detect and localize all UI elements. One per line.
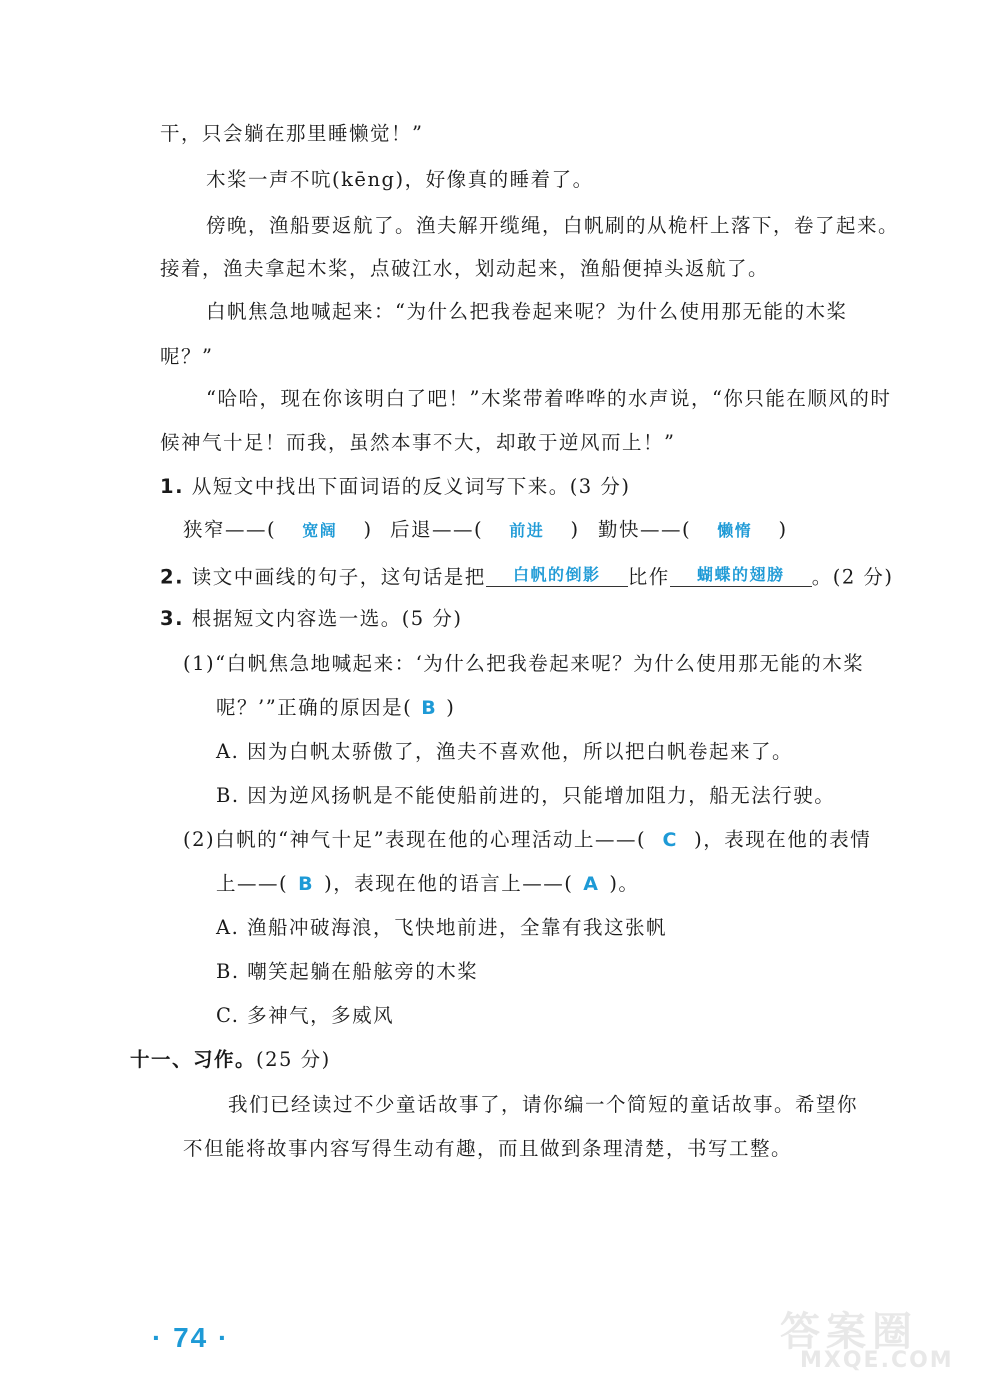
- prompt-line: 不但能将故事内容写得生动有趣，而且做到条理清楚，书写工整。: [183, 1137, 793, 1160]
- paren-close: ): [446, 696, 456, 719]
- story-line: 白帆焦急地喊起来：“为什么把我卷起来呢？为什么使用那无能的木桨: [206, 300, 848, 323]
- story-line: 木桨一声不吭(kēng)，好像真的睡着了。: [206, 168, 594, 191]
- antonym-word: 狭窄——(: [183, 518, 277, 541]
- story-line: 接着，渔夫拿起木桨，点破江水，划动起来，渔船便掉头返航了。: [160, 257, 770, 280]
- antonym-item: [390, 520, 580, 540]
- option-c: C. 多神气，多威风: [216, 1004, 395, 1027]
- question-text: 。(2 分): [811, 565, 894, 589]
- question-text: 比作: [627, 565, 670, 589]
- question-text: 上——(: [216, 872, 289, 895]
- question-text: 呢？’”正确的原因是(: [216, 696, 413, 719]
- watermark-text: 答案圈: [780, 1309, 918, 1355]
- question-number: 2.: [160, 565, 184, 589]
- question-text: )。: [609, 872, 640, 895]
- option-b: B. 嘲笑起躺在船舷旁的木桨: [216, 960, 479, 983]
- watermark-logo: [760, 1300, 995, 1376]
- question-number: 1.: [160, 475, 184, 498]
- answer-text: B: [298, 873, 315, 895]
- question-text: )，表现在他的表情: [694, 828, 872, 851]
- answer-text: C: [662, 829, 678, 851]
- answer-text: 白帆的倒影: [512, 565, 601, 584]
- answer-text: A: [583, 873, 600, 895]
- story-line: 候神气十足！而我，虽然本事不大，却敢于逆风而上！”: [160, 431, 676, 454]
- answer-text: 懒惰: [717, 521, 753, 540]
- page-number: · 74 ·: [152, 1322, 230, 1353]
- question-text: 读文中画线的句子，这句话是把: [191, 565, 486, 589]
- story-line: 干，只会躺在那里睡懒觉！”: [160, 122, 424, 145]
- paren-close: ): [570, 518, 580, 541]
- question-1: [160, 477, 631, 497]
- prompt-line: 我们已经读过不少童话故事了，请你编一个简短的童话故事。希望你: [228, 1093, 859, 1116]
- question-2: [160, 564, 894, 587]
- sub-question-1-cont: [216, 698, 455, 718]
- question-text: 从短文中找出下面词语的反义词写下来。(3 分): [191, 475, 631, 498]
- antonym-word: 后退——(: [390, 518, 484, 541]
- antonym-item: [598, 520, 788, 540]
- question-number: 3.: [160, 607, 184, 630]
- question-text: 根据短文内容选一选。(5 分): [191, 607, 463, 630]
- watermark-url: MXQE.COM: [800, 1348, 954, 1373]
- sub-question-2: [183, 830, 871, 850]
- paren-close: ): [778, 518, 788, 541]
- story-line: 呢？”: [160, 345, 214, 368]
- answer-text: B: [421, 697, 438, 719]
- option-a: A. 因为白帆太骄傲了，渔夫不喜欢他，所以把白帆卷起来了。: [216, 740, 793, 763]
- sub-question-2-cont: [216, 874, 639, 894]
- answer-text: 宽阔: [302, 521, 338, 540]
- option-a: A. 渔船冲破海浪，飞快地前进，全靠有我这张帆: [216, 916, 667, 939]
- paren-close: ): [363, 518, 373, 541]
- question-text: (2)白帆的“神气十足”表现在他的心理活动上——(: [183, 828, 647, 851]
- answer-blank: [670, 564, 812, 587]
- sub-question-1: (1)“白帆焦急地喊起来：‘为什么把我卷起来呢？为什么使用那无能的木桨: [183, 652, 865, 675]
- section-score: (25 分): [256, 1048, 331, 1071]
- option-b: B. 因为逆风扬帆是不能使船前进的，只能增加阻力，船无法行驶。: [216, 784, 836, 807]
- answer-text: 前进: [509, 521, 545, 540]
- question-text: )，表现在他的语言上——(: [324, 872, 574, 895]
- answer-text: 蝴蝶的翅膀: [696, 565, 785, 584]
- question-3: [160, 609, 463, 629]
- story-line: “哈哈，现在你该明白了吧！”木桨带着哗哗的水声说，“你只能在顺风的时: [206, 387, 892, 410]
- antonym-word: 勤快——(: [598, 518, 692, 541]
- section-title: [130, 1050, 331, 1070]
- answer-blank: [486, 564, 628, 587]
- section-heading: 十一、习作。: [130, 1048, 257, 1071]
- antonym-item: [183, 520, 373, 540]
- story-line: 傍晚，渔船要返航了。渔夫解开缆绳，白帆刷的从桅杆上落下，卷了起来。: [206, 214, 900, 237]
